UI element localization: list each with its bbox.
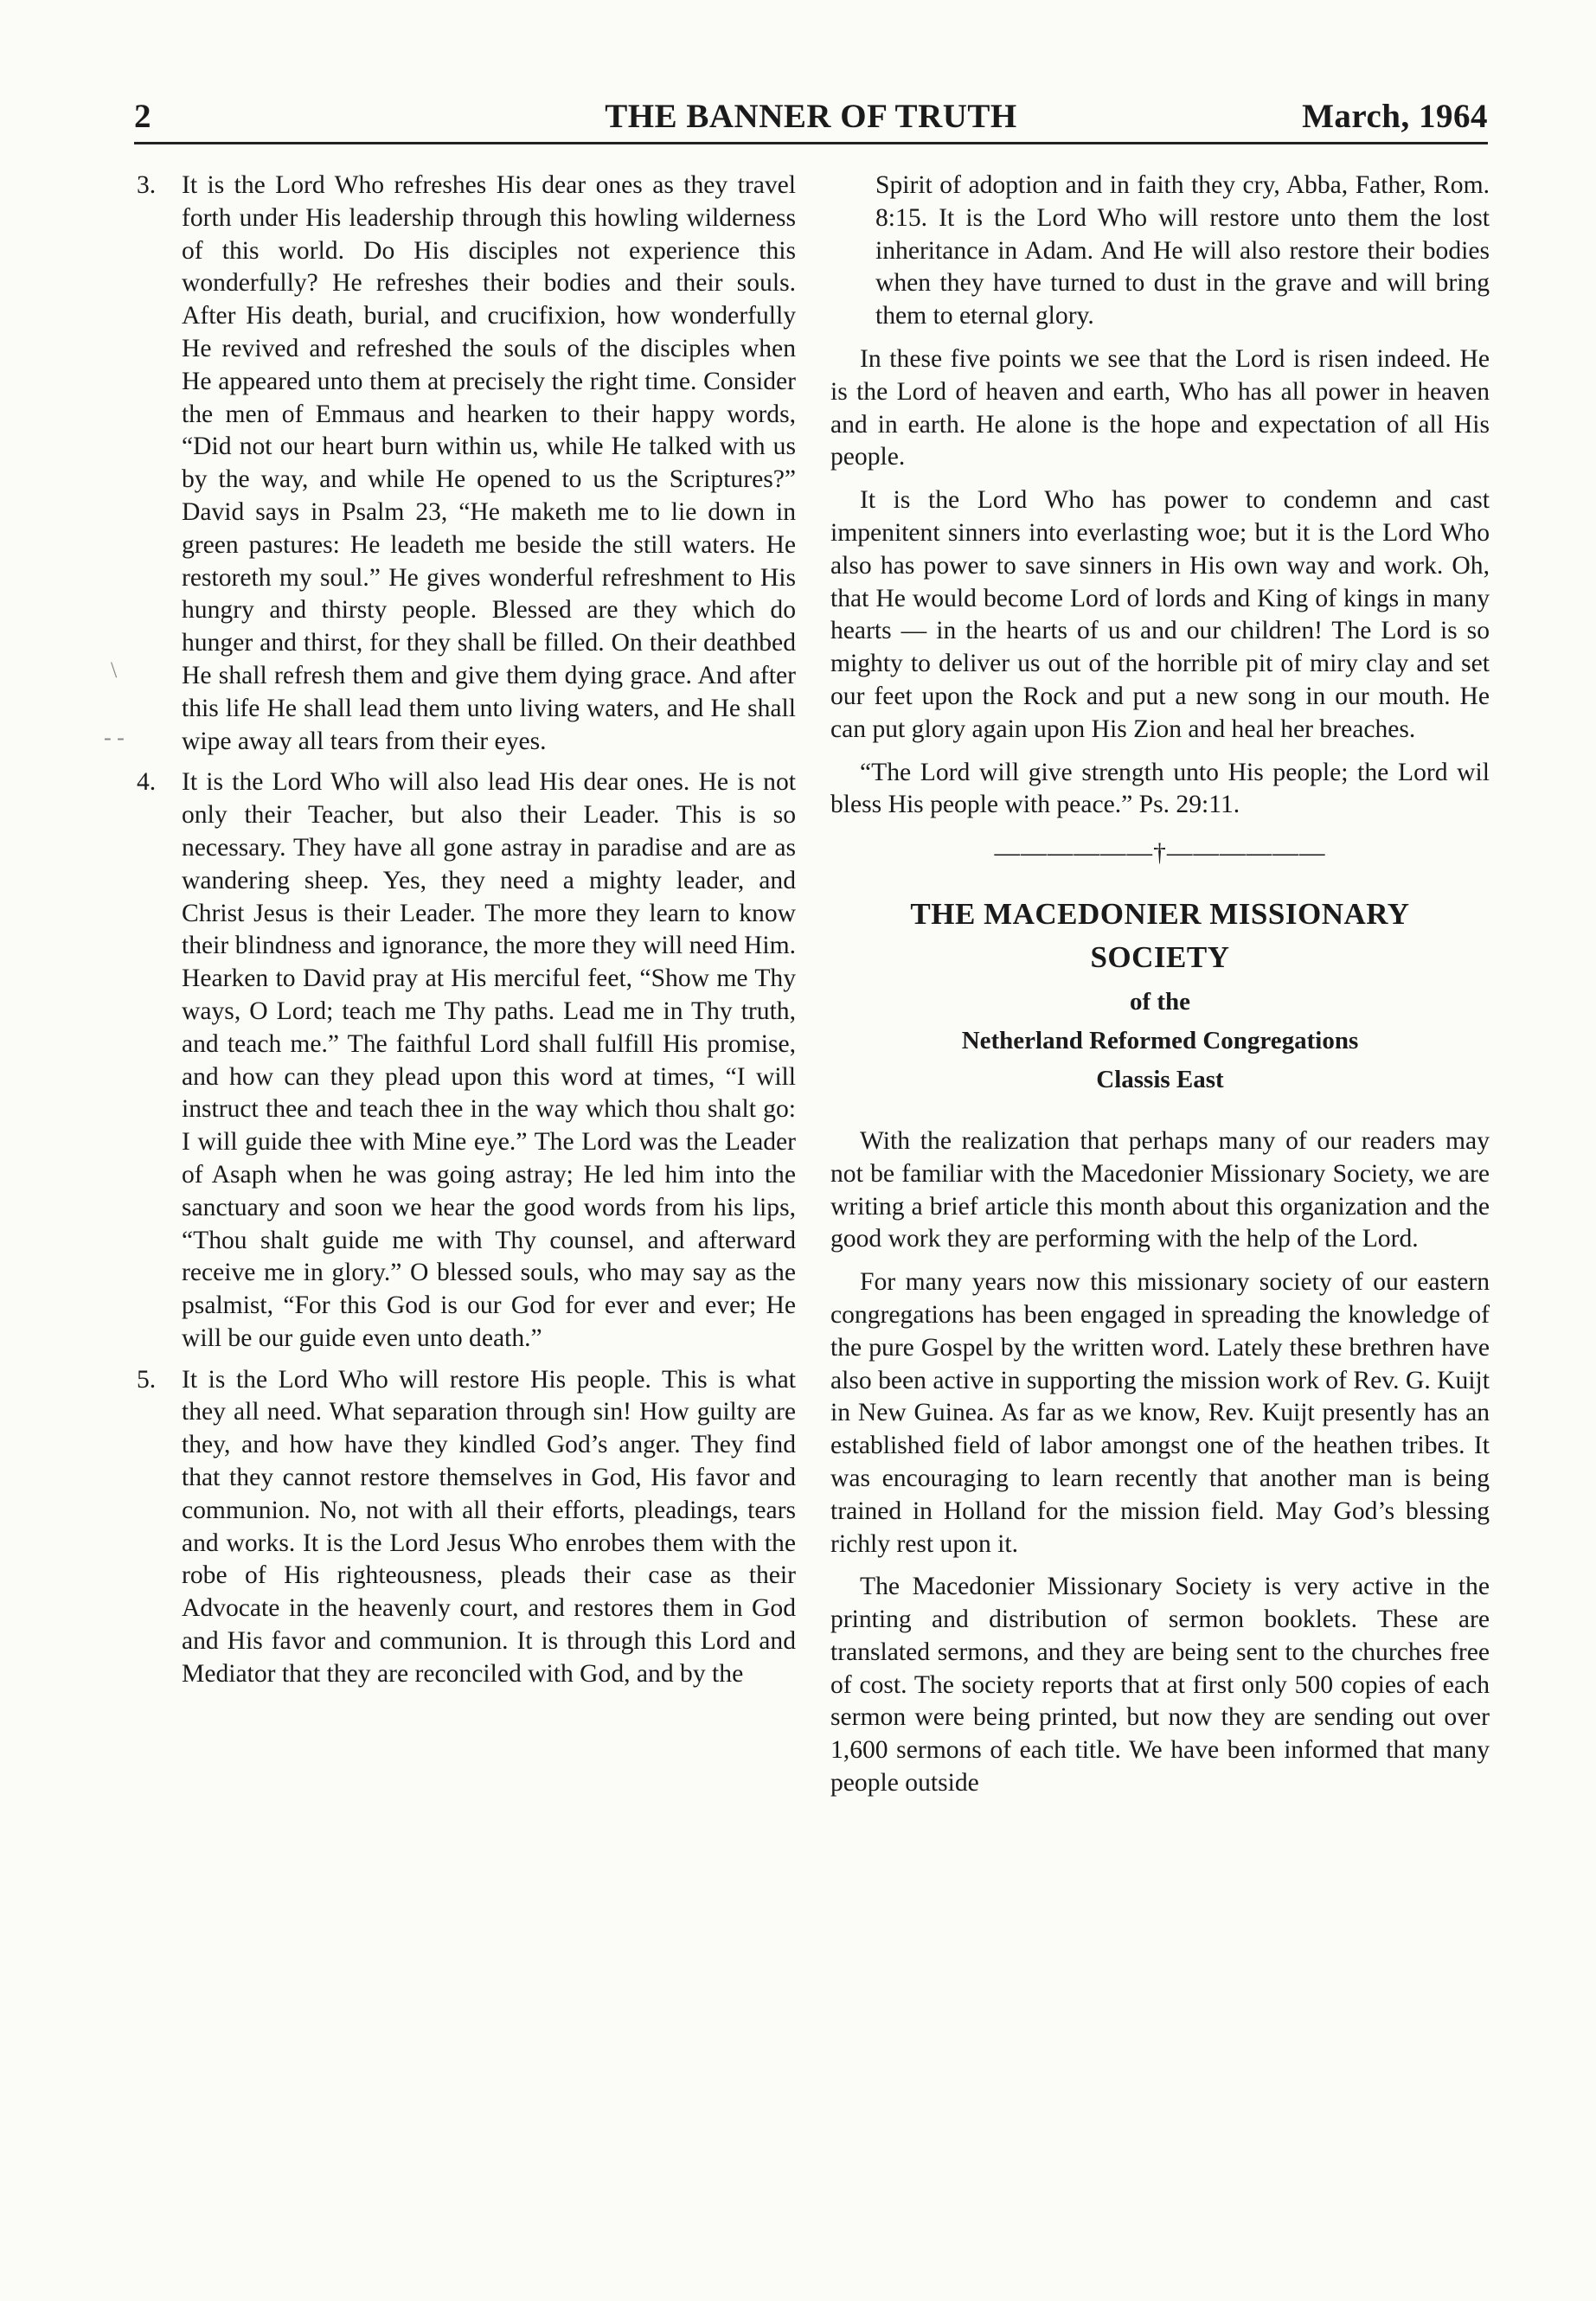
paragraph: In these five points we see that the Lord is risen indeed. He is the Lord of heaven and earth, Who has all power in heaven and in earth. He alone is the hope and expectation of all His people. — [830, 344, 1490, 471]
article-title-line: THE MACEDONIER MISSIONARY — [910, 896, 1410, 931]
section-divider: ——————†—————— — [994, 839, 1326, 868]
article-paragraph: For many years now this missionary society of our eastern congregations has been engaged in spreading the knowledge of the pure Gospel by the written word. Lately these brethren have also been active in supporting the mission work of Rev. G. Kuijt in New Guinea. As far as we know, Rev. Kuijt presently has an established field of labor amongst one of the heathen tribes. It was encouraging to learn recently that another man is being trained in Holland for the mission field. May God’s blessing richly rest upon it. — [830, 1268, 1490, 1558]
article-paragraph: The Macedonier Missionary Society is very active in the printing and distribution of sermon booklets. These are translated sermons, and they are being sent to the churches free of cost. The society reports that at first only 500 copies of each sermon were being printed, but now they are sending out over 1,600 sermons of each title. We have been informed that many people outside — [830, 1573, 1490, 1798]
numbered-point-5 — [137, 1364, 796, 1691]
issue-date: March, 1964 — [1302, 98, 1488, 135]
numbered-point-3 — [137, 170, 796, 758]
margin-mark: - - — [104, 725, 125, 750]
point-number: 5. — [137, 1365, 157, 1394]
publication-title: THE BANNER OF TRUTH — [605, 98, 1017, 135]
article-subtitle: of the — [1129, 987, 1191, 1016]
right-column — [830, 170, 1490, 1811]
point-text: It is the Lord Who will also lead His dear ones. He is not only their Teacher, but also their Leader. This is so necessary. They have all gone astray in paradise and are as wandering sheep. Yes, they need a mighty leader, and Christ Jesus is their Leader. The more they learn to know their blindness and ignorance, the more they will need Him. Hearken to David pray at His merciful feet, “Show me Thy ways, O Lord; teach me Thy paths. Lead me in Thy truth, and teach me.” The faithful Lord shall fulfill His promise, and how can they plead upon this word at times, “I will instruct thee and teach thee in the way which thou shalt go: I will guide thee with Mine eye.” The Lord was the Leader of Asaph when he was going astray; He led him into the sanctuary and soon we hear the good words from his lips, “Thou shalt guide me with Thy counsel, and afterward receive me in glory.” O blessed souls, who may say as the psalmist, “For this God is our God for ever and ever; He will be our guide even unto death.” — [182, 768, 796, 1352]
article-title — [830, 893, 1490, 979]
paragraph: It is the Lord Who has power to condemn and cast impenitent sinners into everlasting woe; but it is the Lord Who also has power to save sinners in His own way and work. Oh, that He would become Lord of lords and King of kings in many hearts — in the hearts of us and our children! The Lord is so mighty to deliver us out of the horrible pit of miry clay and set our feet upon the Rock and put a new song in our mouth. He can put glory again upon His Zion and heal her breaches. — [830, 486, 1490, 743]
left-column — [137, 170, 796, 1700]
running-header — [134, 93, 1488, 144]
point-text: It is the Lord Who will restore His people. This is what they all need. What separation through sin! How guilty are they, and how have they kindled God’s anger. They find that they cannot restore themselves in God, His favor and communion. No, not with all their efforts, pleadings, tears and works. It is the Lord Jesus Who enrobes them with the robe of His righteousness, pleads their case as their Advocate in the heavenly court, and restores them in God and His favor and communion. It is through this Lord and Mediator that they are reconciled with God, and by the — [182, 1365, 796, 1688]
scripture-quote: “The Lord will give strength unto His people; the Lord wil bless His people with peace.” Ps. 29:11. — [830, 758, 1490, 819]
point-number: 3. — [137, 171, 157, 199]
page-number: 2 — [134, 98, 151, 135]
margin-mark: \ — [111, 657, 118, 683]
point-number: 4. — [137, 768, 157, 797]
article-paragraph: With the realization that perhaps many of our readers may not be familiar with the Macedonier Missionary Society, we are writing a brief article this month about this organization and the good work they are performing with the help of the Lord. — [830, 1126, 1490, 1253]
article-subtitle: Classis East — [1096, 1065, 1224, 1093]
point-text: It is the Lord Who refreshes His dear ones as they travel forth under His leadership through this howling wilderness of this world. Do His disciples not experience this wonderfully? He refreshes their bodies and their souls. After His death, burial, and crucifixion, how wonderfully He revived and refreshed the souls of the disciples when He appeared unto them at precisely the right time. Consider the men of Emmaus and hearken to their happy words, “Did not our heart burn within us, while He talked with us by the way, and while He opened to us the Scriptures?” David says in Psalm 23, “He maketh me to lie down in green pastures: He leadeth me beside the still waters. He restoreth my soul.” He gives wonderful refreshment to His hungry and thirsty people. Blessed are they which do hunger and thirst, for they shall be filled. On their deathbed He shall refresh them and give them dying grace. And after this life He shall lead them unto living waters, and He shall wipe away all tears from their eyes. — [182, 171, 796, 755]
numbered-point-4 — [137, 766, 796, 1355]
point-5-continuation: Spirit of adoption and in faith they cry, Abba, Father, Rom. 8:15. It is the Lord Who will restore unto them the lost inheritance in Adam. And He will also restore their bodies when they have turned to dust in the grave and will bring them to eternal glory. — [875, 171, 1490, 330]
article-title-line: SOCIETY — [1090, 939, 1230, 974]
article-subtitle: Netherland Reformed Congregations — [961, 1026, 1359, 1054]
